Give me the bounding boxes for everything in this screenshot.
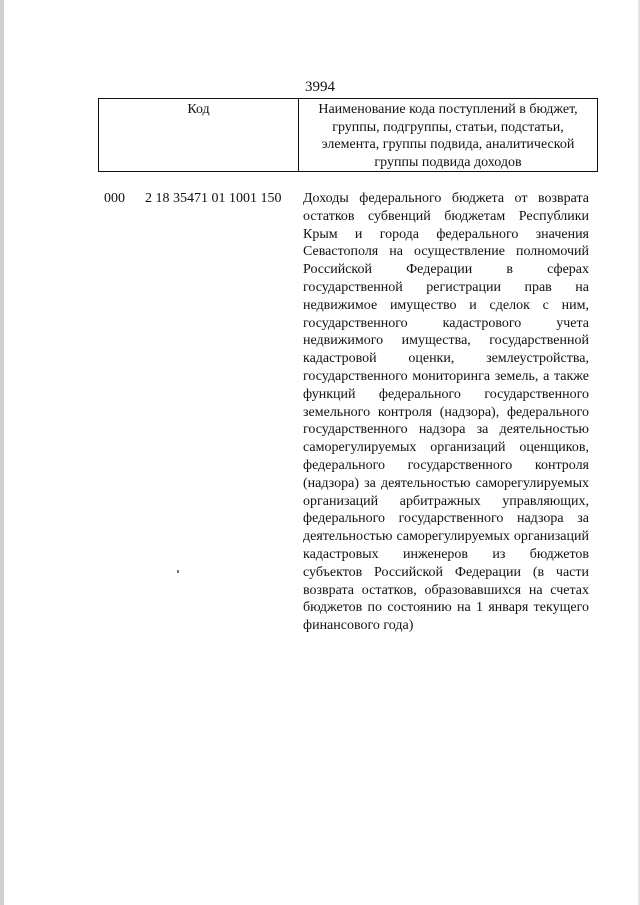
name-column-header: Наименование кода поступлений в бюджет, группы, подгруппы, статьи, подстатьи, элемента, группы подвида, аналитической группы подвида доходов — [299, 99, 598, 172]
budget-classification-code: 2 18 35471 01 1001 150 — [145, 191, 282, 206]
header-table — [98, 98, 598, 172]
page-number: 3994 — [305, 79, 335, 95]
scan-left-edge — [0, 0, 4, 905]
scan-artifact — [177, 570, 179, 573]
code-column-header: Код — [99, 99, 299, 172]
header-row — [99, 99, 598, 172]
income-description: Доходы федерального бюджета от возврата остатков субвенций бюджетам Республики Крым и города федерального значения Севастополя на осуществление полномочий Российской Федерации в сферах государственной регистрации прав на недвижимое имущество и сделок с ним, государственного кадастрового учета недвижимого имущества, государственной кадастровой оценки, землеустройства, государственного мониторинга земель, а также функций федерального государственного земельного контроля (надзора), федерального государственного надзора за деятельностью саморегулируемых организаций оценщиков, федерального государственного контроля (надзора) за деятельностью саморегулируемых организаций арбитражных управляющих, федерального государственного надзора за деятельностью саморегулируемых организаций кадастровых инженеров из бюджетов субъектов Российской Федерации (в части возврата остатков, образовавшихся на счетах бюджетов по состоянию на 1 января текущего финансового года) — [303, 191, 589, 634]
admin-code: 000 — [104, 191, 125, 206]
